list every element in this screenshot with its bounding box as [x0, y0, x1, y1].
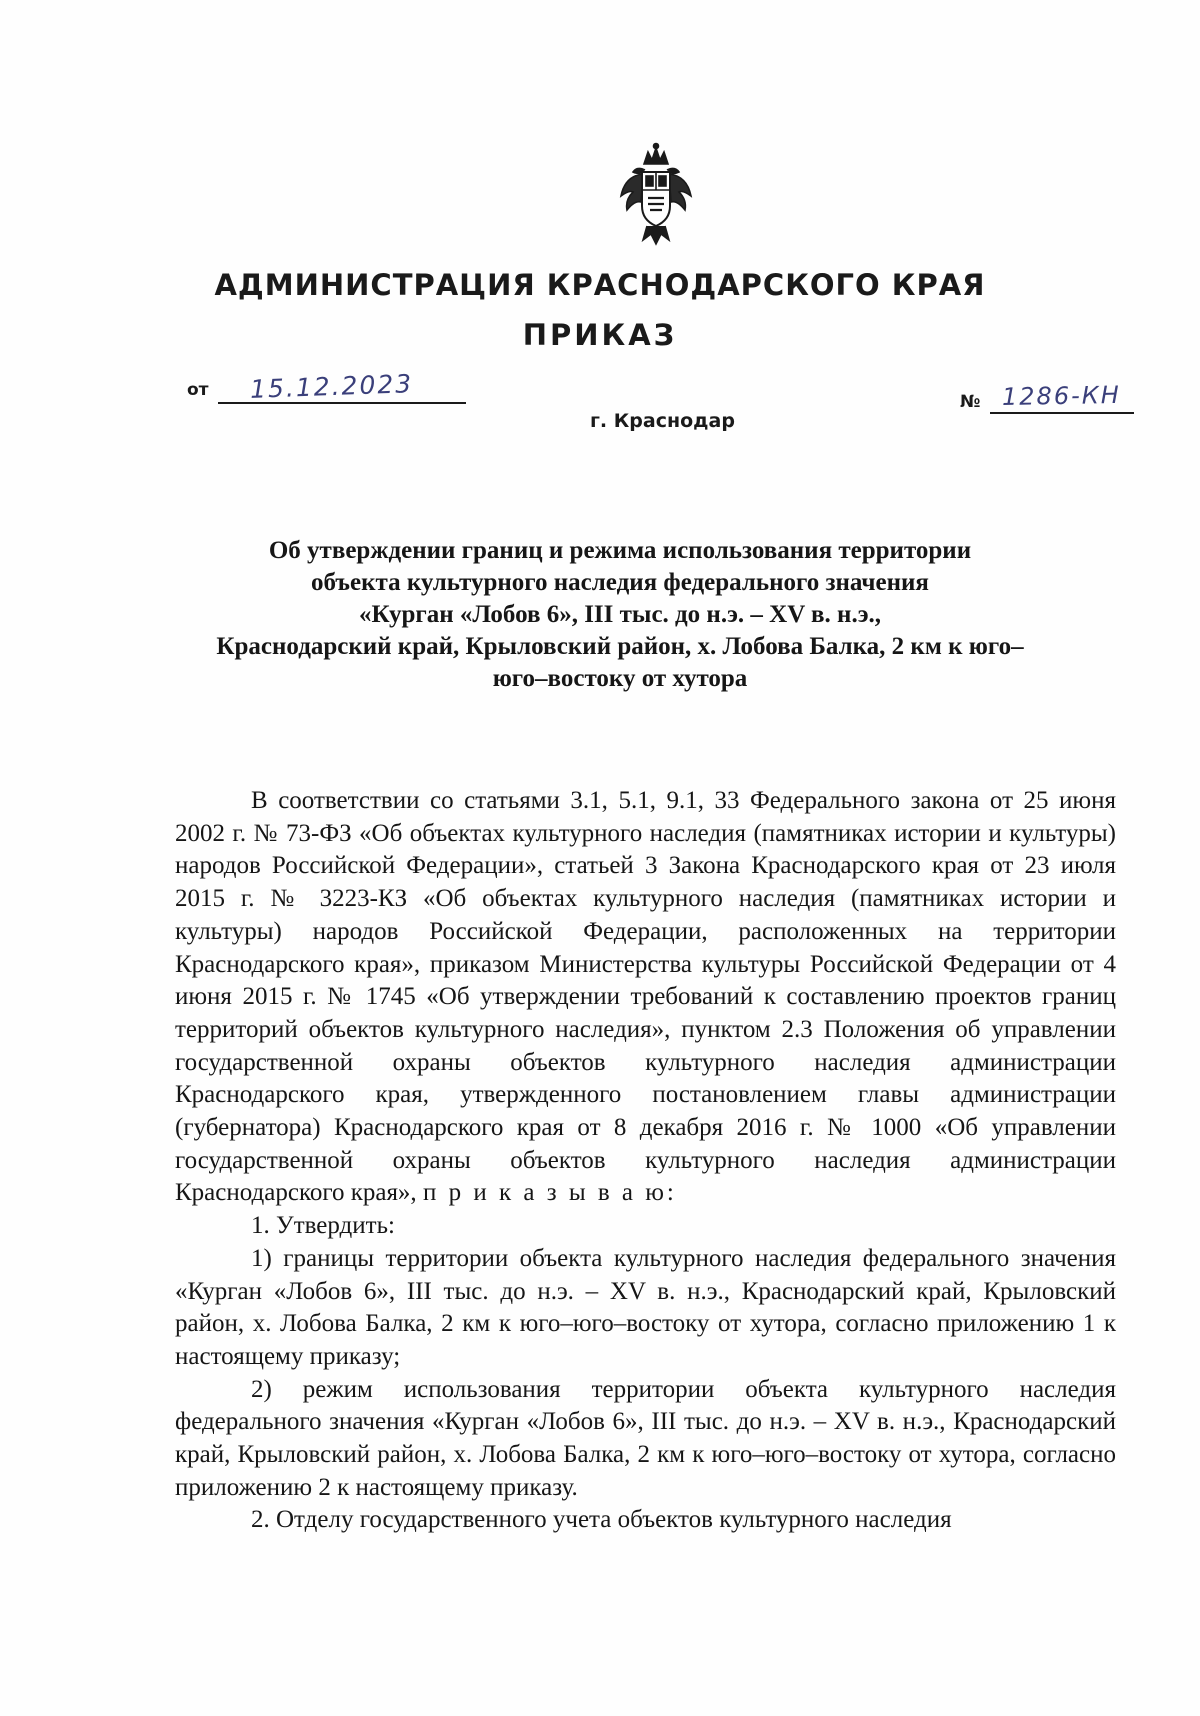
- number-handwritten: 1286-КН: [1001, 380, 1122, 412]
- title-line: объекта культурного наследия федерального значения: [311, 569, 929, 596]
- item-2: 2. Отделу государственного учета объектов культурного наследия: [251, 1506, 952, 1534]
- document-type: ПРИКАЗ: [522, 318, 678, 352]
- coat-of-arms-icon: [615, 140, 697, 248]
- item-1: 1. Утвердить:: [251, 1212, 395, 1240]
- item-1-1: 1) границы территории объекта культурного наследия федерального значения «Курган «Лобов 6», III тыс. до н.э. – XV в. н.э., Краснодарский край, Крыловский район, х. Лобова Балка, 2 км к юго–юго–востоку от хутора, согласно приложению 1 к настоящему приказу;: [175, 1244, 1116, 1370]
- document-body: [175, 785, 1116, 1537]
- title-line: «Курган «Лобов 6», III тыс. до н.э. – XV в. н.э.,: [358, 601, 882, 628]
- date-prefix: от: [187, 380, 209, 400]
- preamble-text: В соответствии со статьями 3.1, 5.1, 9.1, 33 Федерального закона от 25 июня 2002 г. № 73-ФЗ «Об объектах культурного наследия (памятниках истории и культуры) народов Российской Федерации», статьей 3 Закона Краснодарского края от 23 июля 2015 г. № 3223-КЗ «Об объектах культурного наследия (памятниках истории и культуры) народов Российской Федерации, расположенных на территории Краснодарского края», приказом Министерства культуры Российской Федерации от 4 июня 2015 г. № 1745 «Об утверждении требований к составлению проектов границ территорий объектов культурного наследия», пунктом 2.3 Положения об управлении государственной охраны объектов культурного наследия администрации Краснодарского края, утвержденного постановлением главы администрации (губернатора) Краснодарского края от 8 декабря 2016 г. № 1000 «Об управлении государственной охраны объектов культурного наследия администрации Краснодарского края»,: [175, 787, 1116, 1207]
- date-handwritten: 15.12.2023: [249, 369, 414, 404]
- item-1-2: 2) режим использования территории объекта культурного наследия федерального значения «Курган «Лобов 6», III тыс. до н.э. – XV в. н.э., Краснодарский край, Крыловский район, х. Лобова Балка, 2 км к юго–юго–востоку от хутора, согласно приложению 2 к настоящему приказу.: [175, 1375, 1116, 1501]
- document-title: [160, 535, 1080, 695]
- title-line: Краснодарский край, Крыловский район, х. Лобова Балка, 2 км к юго–: [216, 633, 1024, 660]
- city-label: г. Краснодар: [590, 410, 735, 432]
- order-word: п р и к а з ы в а ю:: [422, 1179, 677, 1207]
- number-prefix: №: [960, 392, 981, 412]
- organization-name: АДМИНИСТРАЦИЯ КРАСНОДАРСКОГО КРАЯ: [214, 268, 986, 302]
- number-underline: [990, 412, 1134, 414]
- title-line: Об утверждении границ и режима использования территории: [268, 537, 972, 564]
- title-line: юго–востоку от хутора: [492, 665, 748, 692]
- preamble-paragraph: [175, 785, 1116, 1210]
